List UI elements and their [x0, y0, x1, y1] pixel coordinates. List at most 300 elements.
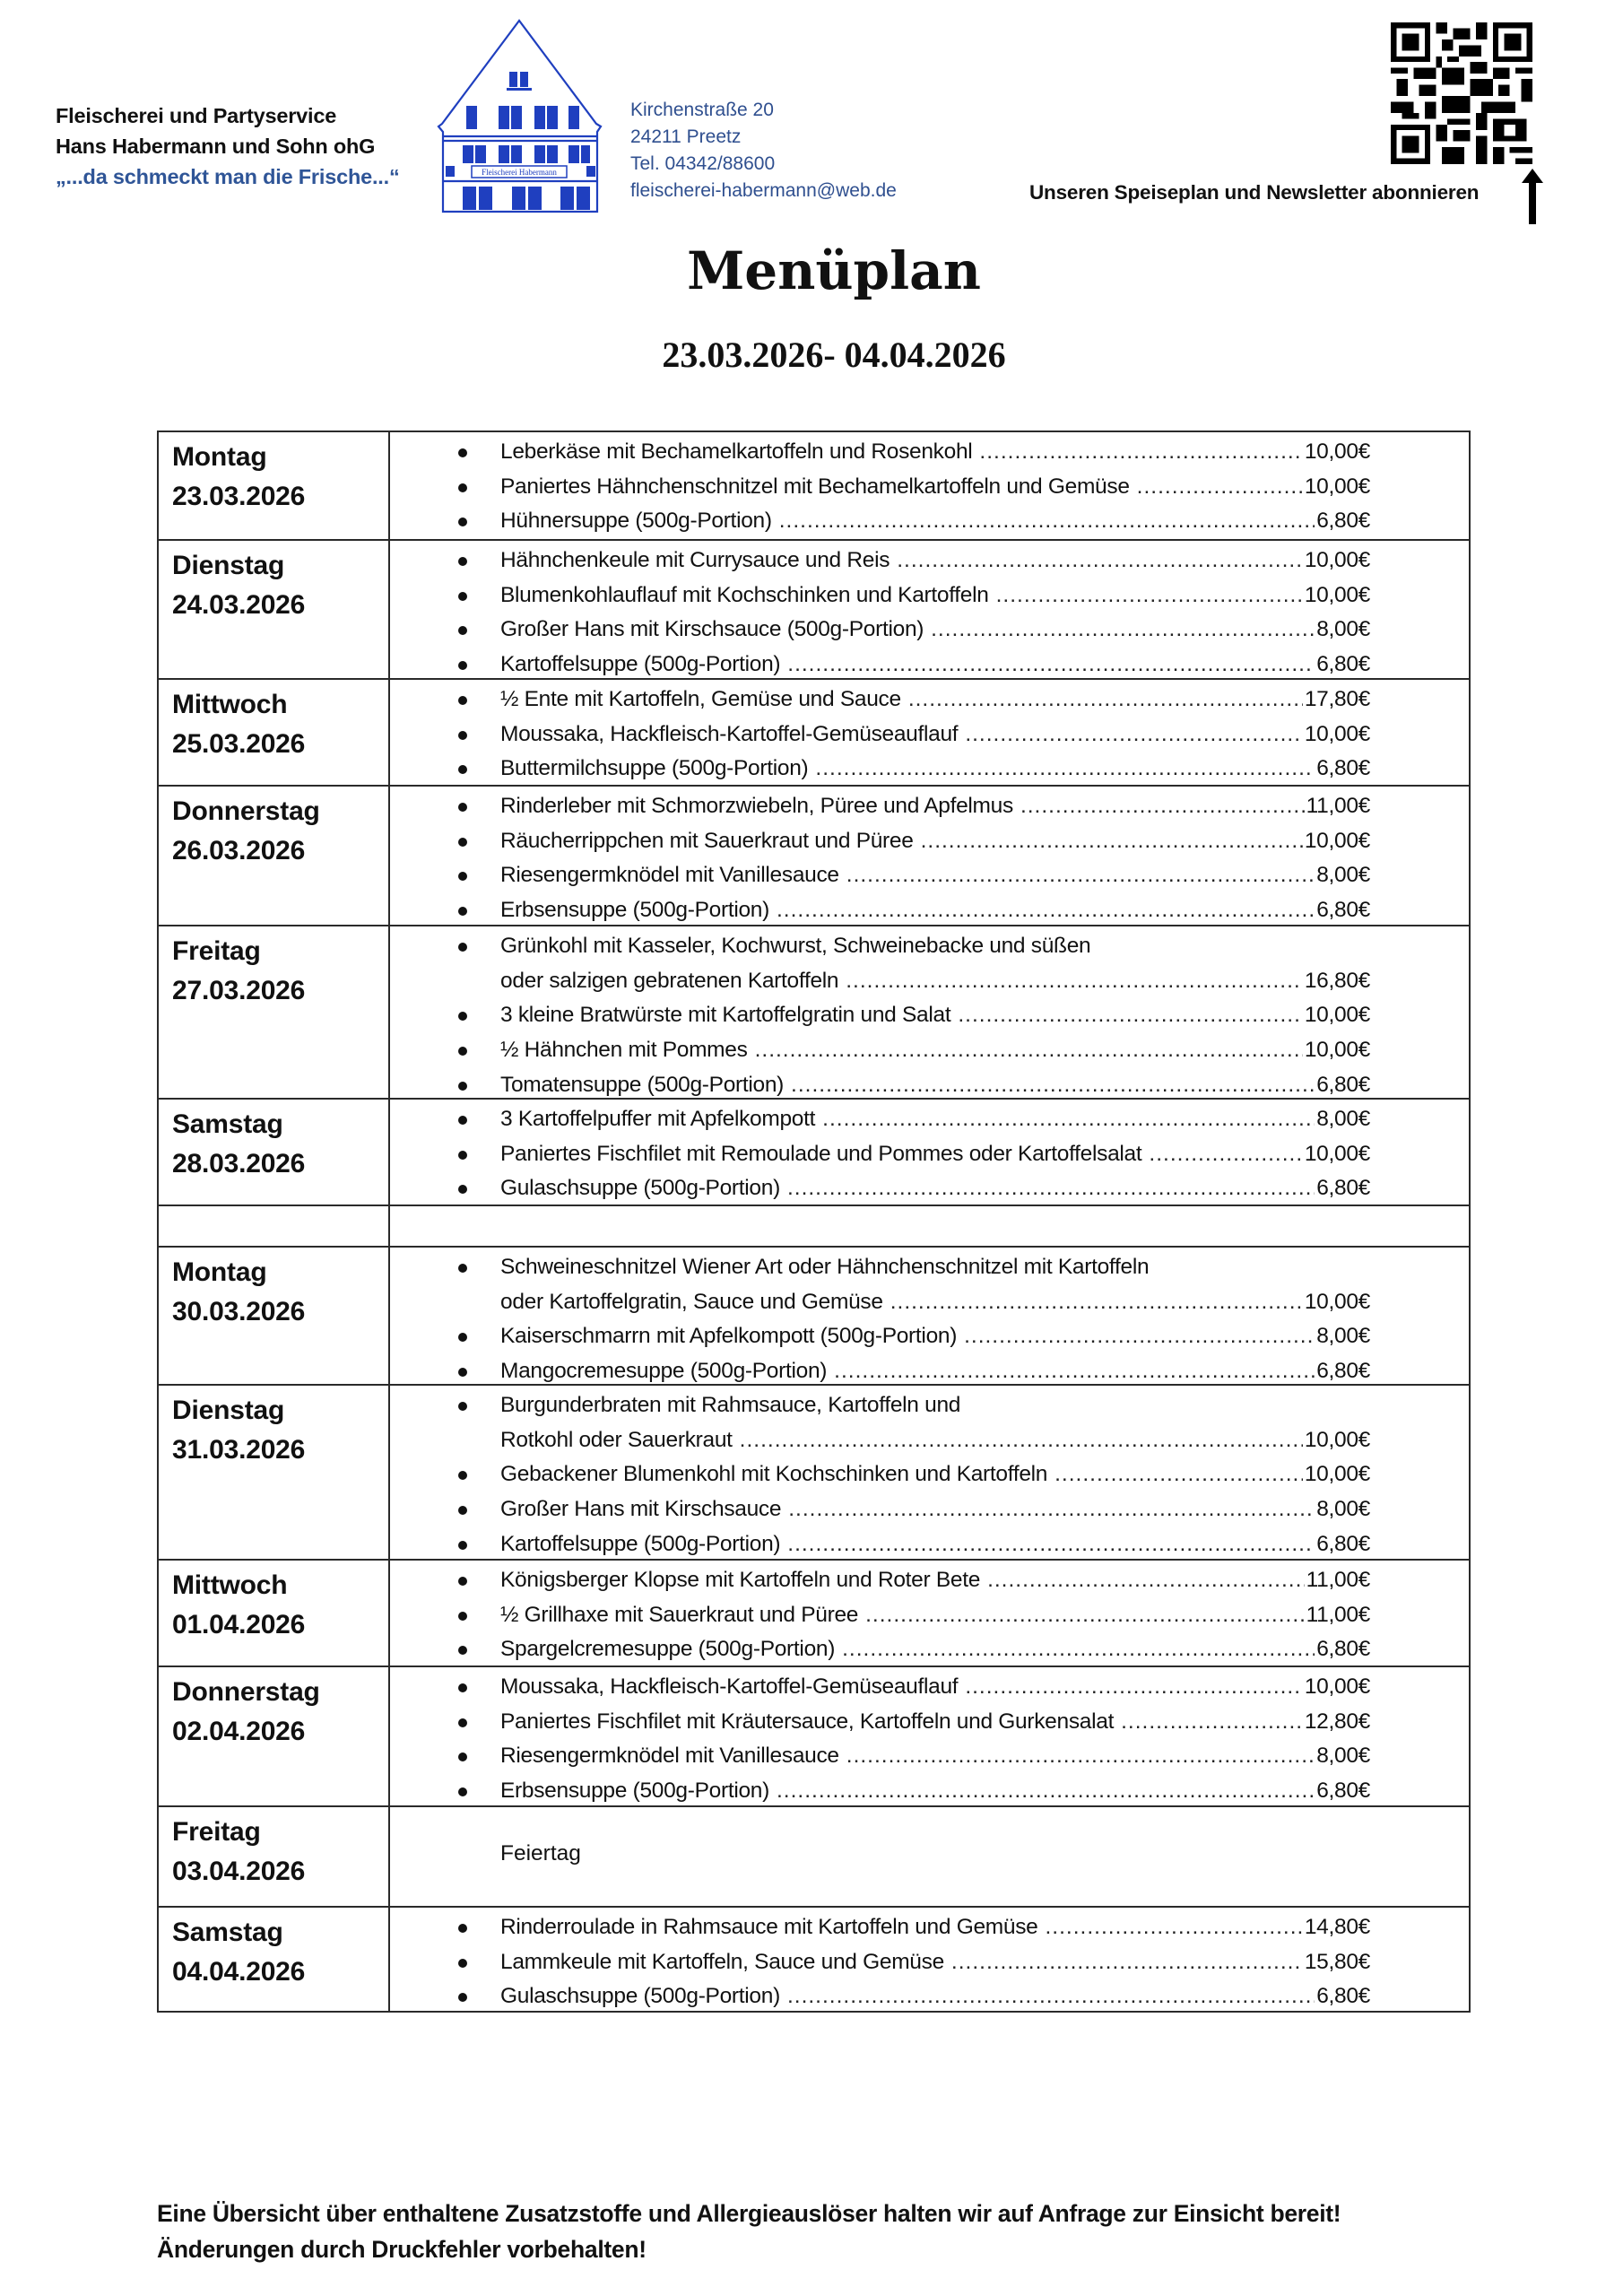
- dot-leader: [779, 504, 1315, 539]
- day-date: 26.03.2026: [172, 836, 306, 865]
- address-city: 24211 Preetz: [630, 126, 742, 147]
- company-owner: Hans Habermann und Sohn ohG: [56, 135, 376, 158]
- menu-item-line: [500, 1563, 1370, 1598]
- menu-item: [390, 789, 1370, 824]
- dot-leader: [1149, 1137, 1302, 1172]
- day-name: Mittwoch: [172, 690, 288, 719]
- menu-item: [390, 470, 1370, 505]
- bullet-icon: [458, 696, 467, 705]
- menu-item: [390, 1670, 1370, 1705]
- day-row: [159, 925, 1469, 1098]
- dot-leader: [979, 435, 1302, 470]
- dot-leader: [958, 998, 1303, 1033]
- day-date: 27.03.2026: [172, 976, 306, 1005]
- menu-item: [390, 544, 1370, 578]
- menu-item-line: [500, 1774, 1370, 1809]
- day-row: [159, 1559, 1469, 1665]
- day-row: [159, 1384, 1469, 1559]
- menu-item: [390, 1563, 1370, 1598]
- dish-price: 10,00€: [1304, 1141, 1370, 1166]
- dish-price: 6,80€: [1316, 1359, 1370, 1384]
- day-row: [159, 432, 1469, 539]
- day-name: Montag: [172, 442, 267, 472]
- bullet-icon: [458, 838, 467, 847]
- dot-leader: [1046, 1910, 1303, 1945]
- day-date: 04.04.2026: [172, 1957, 306, 1987]
- dish-name: Schweineschnitzel Wiener Art oder Hähnchenschnitzel mit Kartoffeln: [500, 1255, 1150, 1279]
- dish-price: 16,80€: [1304, 968, 1370, 993]
- dot-leader: [842, 1632, 1315, 1667]
- dot-leader: [865, 1598, 1305, 1633]
- day-row: [159, 1246, 1469, 1384]
- dish-name: Lammkeule mit Kartoffeln, Sauce und Gemüse: [500, 1949, 944, 1974]
- menu-item-line: [500, 1319, 1370, 1354]
- menu-item-line: [500, 858, 1370, 893]
- dish-price: 11,00€: [1306, 1602, 1370, 1627]
- menu-item-line: [500, 789, 1370, 824]
- menu-item-line: [500, 1527, 1370, 1562]
- dish-name: 3 kleine Bratwürste mit Kartoffelgratin und Salat: [500, 1003, 951, 1028]
- dish-price: 15,80€: [1304, 1949, 1370, 1974]
- bullet-icon: [458, 1718, 467, 1727]
- menu-item-line: [500, 1102, 1370, 1137]
- holiday-label: Feiertag: [500, 1841, 581, 1866]
- dot-leader: [908, 683, 1303, 718]
- address-email[interactable]: fleischerei-habermann@web.de: [630, 180, 897, 201]
- bullet-icon: [458, 1264, 467, 1273]
- day-cell: [159, 432, 390, 539]
- bullet-icon: [458, 1541, 467, 1550]
- misprint-disclaimer: Änderungen durch Druckfehler vorbehalten!: [157, 2236, 647, 2263]
- menu-item-line: [500, 964, 1370, 999]
- bullet-icon: [458, 1683, 467, 1692]
- day-cell: [159, 1386, 390, 1559]
- dish-name: Hühnersuppe (500g-Portion): [500, 509, 772, 534]
- dish-name: Paniertes Hähnchenschnitzel mit Bechamelkartoffeln und Gemüse: [500, 474, 1130, 499]
- dish-name: Kartoffelsuppe (500g-Portion): [500, 1531, 781, 1556]
- day-cell: [159, 787, 390, 925]
- dish-price: 10,00€: [1304, 1427, 1370, 1452]
- menu-item: [390, 683, 1370, 718]
- menu-item-line: [500, 648, 1370, 683]
- menu-items-cell: [390, 1908, 1469, 2011]
- menu-item: [390, 752, 1370, 787]
- menu-item-line: [500, 752, 1370, 787]
- menu-item: [390, 648, 1370, 683]
- house-building-icon: [436, 18, 603, 215]
- menu-item-line: [500, 1598, 1370, 1633]
- menu-item-line: [500, 1705, 1370, 1740]
- menu-items-cell: [390, 1561, 1469, 1665]
- dish-price: 10,00€: [1304, 582, 1370, 607]
- menu-item-line: [500, 1632, 1370, 1667]
- menu-item: [390, 1739, 1370, 1774]
- day-name: Donnerstag: [172, 796, 320, 826]
- dish-price: 8,00€: [1316, 1324, 1370, 1349]
- dish-price: 10,00€: [1304, 1003, 1370, 1028]
- menu-items-cell: [390, 432, 1469, 539]
- bullet-icon: [458, 557, 467, 566]
- dish-name: Räucherrippchen mit Sauerkraut und Püree: [500, 828, 914, 853]
- bullet-icon: [458, 1959, 467, 1968]
- menu-item: [390, 1319, 1370, 1354]
- menu-item-line: [500, 613, 1370, 648]
- dish-name: Rinderroulade in Rahmsauce mit Kartoffeln und Gemüse: [500, 1915, 1038, 1939]
- dish-price: 8,00€: [1316, 617, 1370, 642]
- dot-leader: [890, 1285, 1303, 1320]
- dish-name: Hähnchenkeule mit Currysauce und Reis: [500, 548, 890, 572]
- dot-leader: [1137, 470, 1303, 505]
- menu-item: [390, 858, 1370, 893]
- dish-price: 8,00€: [1316, 1107, 1370, 1131]
- dish-price: 10,00€: [1304, 1674, 1370, 1699]
- company-name: Fleischerei und Partyservice: [56, 104, 337, 127]
- bullet-icon: [458, 626, 467, 635]
- dish-price: 10,00€: [1304, 828, 1370, 853]
- dish-price: 6,80€: [1316, 1531, 1370, 1556]
- dish-name: Riesengermknödel mit Vanillesauce: [500, 1744, 839, 1769]
- dot-leader: [931, 613, 1315, 648]
- dot-leader: [965, 718, 1303, 752]
- menu-item-line: [500, 1910, 1370, 1945]
- dish-name: Riesengermknödel mit Vanillesauce: [500, 863, 839, 888]
- day-cell: [159, 926, 390, 1098]
- menu-item-line: [500, 1739, 1370, 1774]
- menu-items-cell: [390, 1667, 1469, 1805]
- dish-price: 10,00€: [1304, 439, 1370, 464]
- day-date: 23.03.2026: [172, 482, 306, 511]
- dish-price: 10,00€: [1304, 1289, 1370, 1314]
- page-title: Menüplan: [687, 240, 981, 301]
- menu-item-line: [500, 544, 1370, 578]
- day-date: 28.03.2026: [172, 1149, 306, 1178]
- bullet-icon: [458, 1185, 467, 1194]
- menu-item-line: [500, 1423, 1370, 1458]
- menu-item: [390, 1033, 1370, 1068]
- dish-name: Buttermilchsuppe (500g-Portion): [500, 756, 809, 781]
- bullet-icon: [458, 731, 467, 740]
- dish-name: Mangocremesuppe (500g-Portion): [500, 1359, 828, 1384]
- menu-items-cell: [390, 787, 1469, 925]
- bullet-icon: [458, 1752, 467, 1761]
- menu-items-cell: [390, 1248, 1469, 1384]
- bullet-icon: [458, 1333, 467, 1342]
- day-date: 01.04.2026: [172, 1610, 306, 1639]
- dot-leader: [788, 1492, 1315, 1527]
- menu-table: [157, 430, 1471, 2013]
- menu-item: [390, 1250, 1370, 1319]
- menu-item: [390, 718, 1370, 752]
- bullet-icon: [458, 1506, 467, 1515]
- dot-leader: [1020, 789, 1305, 824]
- menu-items-cell: [390, 541, 1469, 678]
- menu-item-line: [500, 998, 1370, 1033]
- day-row: [159, 1805, 1469, 1906]
- menu-item: [390, 1910, 1370, 1945]
- menu-item: [390, 929, 1370, 998]
- dot-leader: [822, 1102, 1315, 1137]
- menu-item: [390, 1492, 1370, 1527]
- menu-item-line: [500, 1492, 1370, 1527]
- dot-leader: [987, 1563, 1305, 1598]
- menu-item-line: [500, 1670, 1370, 1705]
- day-name: Donnerstag: [172, 1677, 320, 1707]
- dish-name: Rotkohl oder Sauerkraut: [500, 1427, 733, 1452]
- day-name: Dienstag: [172, 1396, 285, 1425]
- bullet-icon: [458, 765, 467, 774]
- menu-items-cell: [390, 1807, 1469, 1906]
- company-tagline: „...da schmeckt man die Frische...“: [56, 165, 400, 188]
- dot-leader: [740, 1423, 1303, 1458]
- dish-price: 6,80€: [1316, 509, 1370, 534]
- bullet-icon: [458, 448, 467, 457]
- dot-leader: [777, 893, 1315, 928]
- day-name: Freitag: [172, 1817, 261, 1847]
- dot-leader: [964, 1319, 1315, 1354]
- dish-name: Großer Hans mit Kirschsauce: [500, 1497, 782, 1522]
- menu-item-line: [500, 1388, 1370, 1423]
- newsletter-caption: Unseren Speiseplan und Newsletter abonnieren: [1029, 181, 1480, 204]
- svg-text:Fleischerei Habermann: Fleischerei Habermann: [482, 168, 557, 177]
- day-cell: [159, 680, 390, 785]
- dish-name: Gebackener Blumenkohl mit Kochschinken und Kartoffeln: [500, 1462, 1048, 1487]
- day-date: 24.03.2026: [172, 590, 306, 620]
- dot-leader: [846, 858, 1315, 893]
- menu-items-cell: [390, 1386, 1469, 1559]
- bullet-icon: [458, 483, 467, 492]
- date-range: 23.03.2026- 04.04.2026: [662, 335, 1006, 375]
- day-cell: [159, 1248, 390, 1384]
- dish-name: ½ Grillhaxe mit Sauerkraut und Püree: [500, 1602, 859, 1627]
- day-cell: [159, 1561, 390, 1665]
- footer-notes: [157, 2196, 1341, 2267]
- bullet-icon: [458, 1924, 467, 1933]
- menu-item-line: [500, 578, 1370, 613]
- menu-item-line: [500, 718, 1370, 752]
- menu-item: [390, 1102, 1370, 1137]
- dish-price: 6,80€: [1316, 652, 1370, 677]
- separator-row: [159, 1205, 1469, 1246]
- dish-name: Burgunderbraten mit Rahmsauce, Kartoffeln und: [500, 1393, 961, 1417]
- dish-name: ½ Ente mit Kartoffeln, Gemüse und Sauce: [500, 687, 901, 711]
- dot-leader: [1055, 1457, 1303, 1492]
- dish-price: 10,00€: [1304, 1462, 1370, 1487]
- bullet-icon: [458, 1151, 467, 1160]
- dish-name: Paniertes Fischfilet mit Kräutersauce, Kartoffeln und Gurkensalat: [500, 1709, 1115, 1734]
- day-cell: [159, 541, 390, 678]
- day-name: Mittwoch: [172, 1570, 288, 1600]
- dot-leader: [787, 1171, 1315, 1206]
- dish-name: Blumenkohlauflauf mit Kochschinken und Kartoffeln: [500, 582, 989, 607]
- dish-price: 10,00€: [1304, 1038, 1370, 1063]
- dish-price: 12,80€: [1304, 1709, 1370, 1734]
- dish-price: 6,80€: [1316, 1779, 1370, 1804]
- day-cell: [159, 1908, 390, 2011]
- bullet-icon: [458, 1646, 467, 1655]
- dot-leader: [951, 1945, 1303, 1980]
- day-name: Samstag: [172, 1918, 283, 1947]
- bullet-icon: [458, 592, 467, 601]
- dish-name: Tomatensuppe (500g-Portion): [500, 1072, 785, 1097]
- day-date: 31.03.2026: [172, 1435, 306, 1465]
- menu-item-line: [500, 683, 1370, 718]
- menu-item: [390, 1705, 1370, 1740]
- dish-price: 6,80€: [1316, 1072, 1370, 1097]
- bullet-icon: [458, 1577, 467, 1586]
- dot-leader: [846, 1739, 1315, 1774]
- day-cell: [159, 1100, 390, 1205]
- day-row: [159, 785, 1469, 925]
- menu-item-line: [500, 1171, 1370, 1206]
- dish-name: Gulaschsuppe (500g-Portion): [500, 1176, 780, 1201]
- day-date: 02.04.2026: [172, 1717, 306, 1746]
- dish-price: 17,80€: [1304, 687, 1370, 711]
- menu-item-line: [500, 824, 1370, 859]
- menu-item: [390, 1137, 1370, 1172]
- dot-leader: [755, 1033, 1303, 1068]
- day-date: 30.03.2026: [172, 1297, 306, 1326]
- address-block: [630, 97, 897, 204]
- day-name: Dienstag: [172, 551, 285, 580]
- menu-item-line: [500, 893, 1370, 928]
- dish-price: 6,80€: [1316, 1637, 1370, 1662]
- day-cell: [159, 1807, 390, 1906]
- dish-name: Spargelcremesuppe (500g-Portion): [500, 1637, 836, 1662]
- day-date: 25.03.2026: [172, 729, 306, 759]
- bullet-icon: [458, 661, 467, 670]
- menu-item-line: [500, 1033, 1370, 1068]
- menu-item-line: [500, 929, 1370, 964]
- dot-leader: [1121, 1705, 1303, 1740]
- menu-item: [390, 1945, 1370, 1980]
- dot-leader: [897, 544, 1303, 578]
- dish-name: Königsberger Klopse mit Kartoffeln und Roter Bete: [500, 1568, 981, 1592]
- address-street: Kirchenstraße 20: [630, 100, 774, 120]
- bullet-icon: [458, 1471, 467, 1480]
- dish-name: Kartoffelsuppe (500g-Portion): [500, 652, 781, 677]
- bullet-icon: [458, 517, 467, 526]
- dish-name: Paniertes Fischfilet mit Remoulade und Pommes oder Kartoffelsalat: [500, 1141, 1142, 1166]
- day-row: [159, 678, 1469, 785]
- bullet-icon: [458, 1082, 467, 1091]
- menu-item-line: [500, 1945, 1370, 1980]
- dish-name: Erbsensuppe (500g-Portion): [500, 898, 769, 923]
- bullet-icon: [458, 1993, 467, 2002]
- menu-item: [390, 1388, 1370, 1457]
- dish-name: Kaiserschmarrn mit Apfelkompott (500g-Portion): [500, 1324, 958, 1349]
- dish-name: ½ Hähnchen mit Pommes: [500, 1038, 748, 1063]
- dot-leader: [996, 578, 1303, 613]
- day-name: Freitag: [172, 936, 261, 966]
- bullet-icon: [458, 1402, 467, 1411]
- bullet-icon: [458, 907, 467, 916]
- dot-leader: [921, 824, 1303, 859]
- day-cell: [159, 1667, 390, 1805]
- menu-item: [390, 578, 1370, 613]
- menu-item-line: [500, 435, 1370, 470]
- address-phone: Tel. 04342/88600: [630, 153, 776, 174]
- menu-items-cell: [390, 1206, 1469, 1246]
- dish-name: oder salzigen gebratenen Kartoffeln: [500, 968, 839, 993]
- qr-code-icon[interactable]: [1389, 22, 1534, 164]
- dish-price: 10,00€: [1304, 548, 1370, 572]
- dish-price: 11,00€: [1306, 1568, 1370, 1592]
- day-name: Samstag: [172, 1109, 283, 1139]
- dish-price: 6,80€: [1316, 1176, 1370, 1201]
- arrow-up-icon: [1522, 169, 1543, 224]
- bullet-icon: [458, 872, 467, 881]
- menu-item-line: [500, 1285, 1370, 1320]
- dish-price: 11,00€: [1306, 794, 1370, 818]
- dot-leader: [815, 752, 1315, 787]
- dot-leader: [777, 1774, 1315, 1809]
- menu-item-line: [500, 1137, 1370, 1172]
- menu-item: [390, 435, 1370, 470]
- dish-price: 6,80€: [1316, 898, 1370, 923]
- dish-name: Moussaka, Hackfleisch-Kartoffel-Gemüseauflauf: [500, 721, 959, 746]
- day-row: [159, 1098, 1469, 1205]
- menu-items-cell: [390, 680, 1469, 785]
- menu-item: [390, 893, 1370, 928]
- bullet-icon: [458, 1116, 467, 1125]
- day-row: [159, 1665, 1469, 1805]
- dish-name: Gulaschsuppe (500g-Portion): [500, 1984, 780, 2009]
- dish-name: oder Kartoffelgratin, Sauce und Gemüse: [500, 1289, 883, 1314]
- dish-price: 8,00€: [1316, 1497, 1370, 1522]
- dish-name: Moussaka, Hackfleisch-Kartoffel-Gemüseauflauf: [500, 1674, 959, 1699]
- dot-leader: [846, 964, 1303, 999]
- dish-price: 10,00€: [1304, 721, 1370, 746]
- bullet-icon: [458, 1047, 467, 1056]
- dot-leader: [787, 1979, 1315, 2014]
- menu-item: [390, 1774, 1370, 1809]
- menu-item-line: [500, 1457, 1370, 1492]
- menu-item: [390, 1632, 1370, 1667]
- dish-price: 6,80€: [1316, 1984, 1370, 2009]
- dish-price: 6,80€: [1316, 756, 1370, 781]
- bullet-icon: [458, 1787, 467, 1796]
- menu-item: [390, 1979, 1370, 2014]
- dish-name: Grünkohl mit Kasseler, Kochwurst, Schweinebacke und süßen: [500, 934, 1091, 958]
- day-cell: [159, 1206, 390, 1246]
- menu-item: [390, 1457, 1370, 1492]
- bullet-icon: [458, 1612, 467, 1621]
- dish-name: Rinderleber mit Schmorzwiebeln, Püree und Apfelmus: [500, 794, 1013, 818]
- company-block: [56, 100, 400, 192]
- day-row: [159, 1906, 1469, 2011]
- dish-name: 3 Kartoffelpuffer mit Apfelkompott: [500, 1107, 816, 1131]
- dish-price: 10,00€: [1304, 474, 1370, 499]
- menu-item: [390, 504, 1370, 539]
- menu-item: [390, 613, 1370, 648]
- allergen-note: Eine Übersicht über enthaltene Zusatzstoffe und Allergieauslöser halten wir auf Anfrage zur Einsicht bereit!: [157, 2200, 1341, 2227]
- menu-item-line: [500, 1979, 1370, 2014]
- dish-price: 8,00€: [1316, 863, 1370, 888]
- menu-item: [390, 824, 1370, 859]
- day-row: [159, 539, 1469, 678]
- menu-items-cell: [390, 926, 1469, 1098]
- menu-item: [390, 1527, 1370, 1562]
- day-name: Montag: [172, 1257, 267, 1287]
- bullet-icon: [458, 1368, 467, 1377]
- dish-name: Erbsensuppe (500g-Portion): [500, 1779, 769, 1804]
- dot-leader: [965, 1670, 1303, 1705]
- menu-items-cell: [390, 1100, 1469, 1205]
- menu-item: [390, 1171, 1370, 1206]
- menu-item: [390, 998, 1370, 1033]
- dish-name: Leberkäse mit Bechamelkartoffeln und Rosenkohl: [500, 439, 973, 464]
- menu-item-line: [500, 504, 1370, 539]
